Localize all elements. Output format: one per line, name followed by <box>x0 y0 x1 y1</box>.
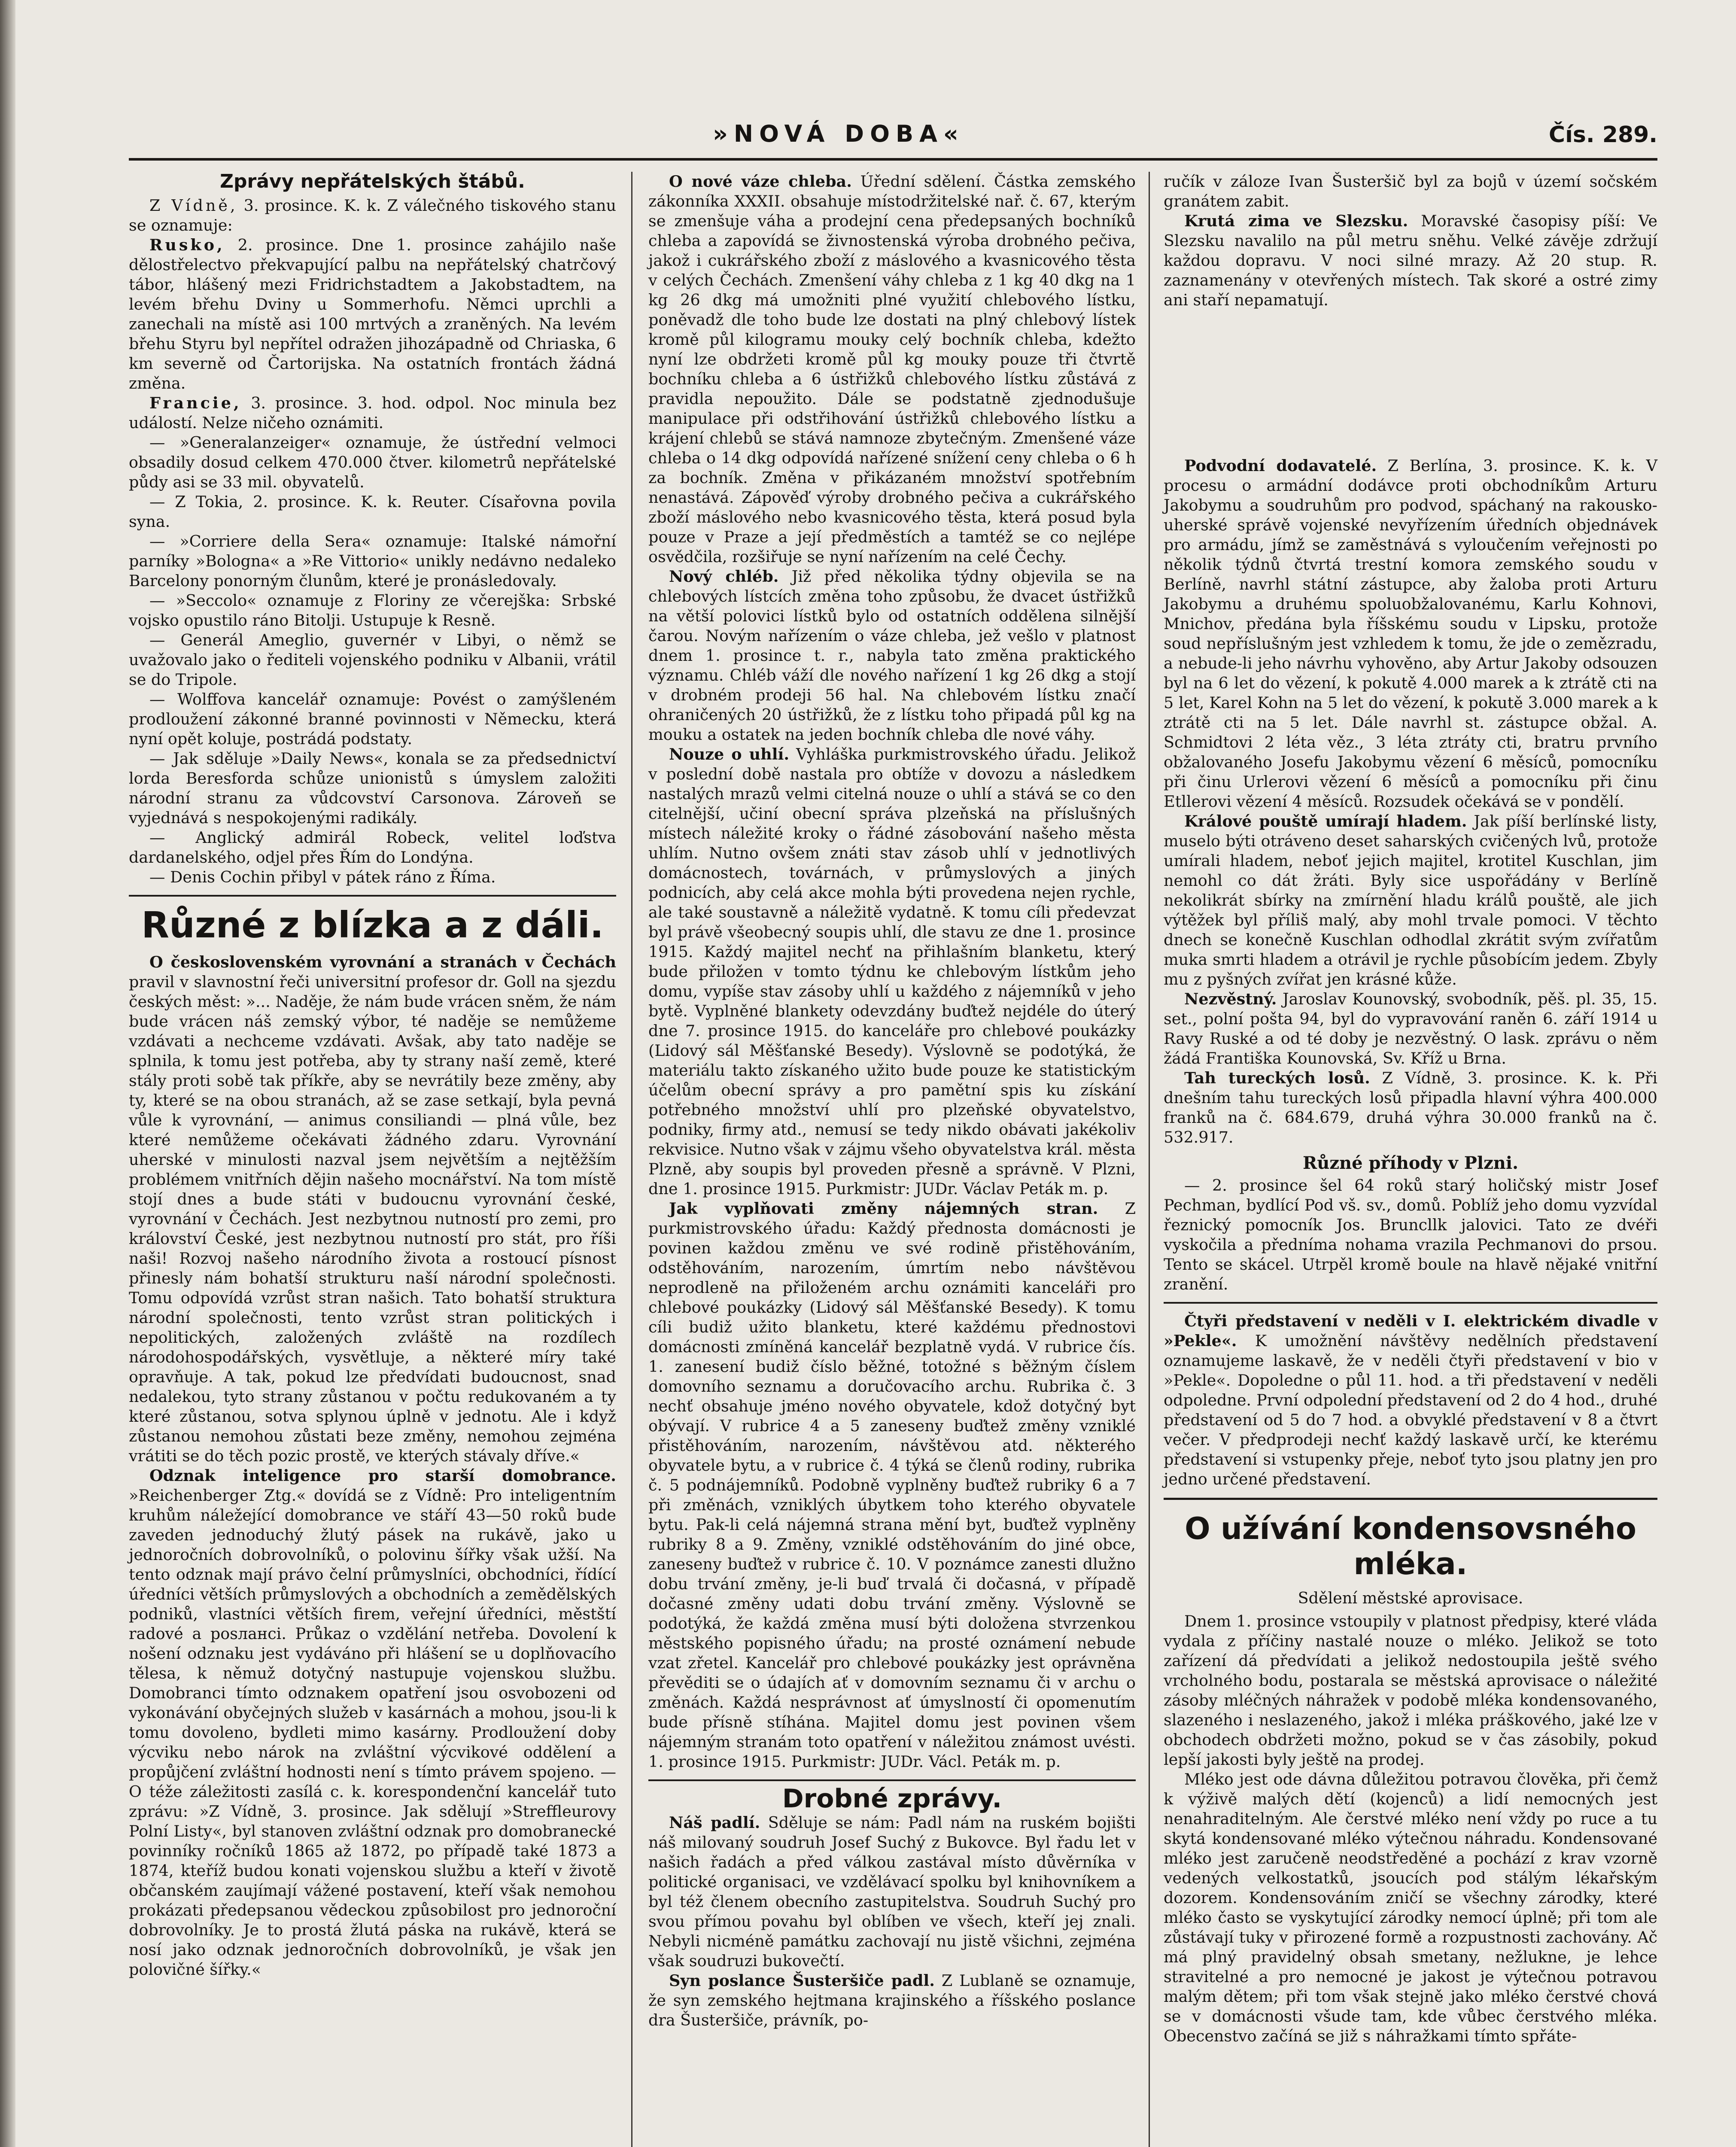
section-divider <box>1164 1302 1657 1304</box>
section-heading: Různé příhody v Plzni. <box>1303 1153 1518 1173</box>
article-paragraph: Králové pouště umírají hladem. Jak píší berlínské listy, muselo býti otráveno deset saharských cvičených lvů, protože umírali hladem, neboť jejich majitel, krotitel Kuschlan, jim nemohl co dát žráti. Byly sice uspořádány v Berlíně nekolikrát sbírky na zmírnění hladu králů pouště, ale jich výtěžek byl příliš malý, aby mohl trvale pomoci. V těchto dnech se konečně Kuschlan odhodlal zkrátit svým zvířatům muka smrti hladem a otrávil je rychle působícím jedem. Zbyly mu z pyšných zvířat jen krásné kůže. <box>1164 812 1657 988</box>
news-item: — »Corriere della Sera« oznamuje: Italské námořní parníky »Bologna« a »Re Vittorio« unikly nedávno nedaleko Barcelony ponorným člunům, které je pronásledovaly. <box>129 532 616 590</box>
article-paragraph: Tah tureckých losů. Z Vídně, 3. prosince. K. k. Při dnešním tahu tureckých losů připadla hlavní výhra 400.000 franků na č. 684.679, druhá výhra 30.000 franků na č. 532.917. <box>1164 1069 1657 1146</box>
article-paragraph: Francie, 3. prosince. 3. hod. odpol. Noc minula bez událostí. Nelze ničeho oznámiti. <box>129 394 616 432</box>
section-heading: Drobné zprávy. <box>782 1784 1002 1814</box>
article-box <box>1164 1498 1657 2046</box>
blank-space <box>1164 310 1657 456</box>
news-item: — Anglický admirál Robeck, velitel loďstva dardanelského, odjel přes Řím do Londýna. <box>129 828 616 867</box>
page-number: Čís. 289. <box>1548 122 1657 148</box>
column-divider <box>1149 172 1150 2147</box>
article-paragraph: Nový chléb. Již před několika týdny objevila se na chlebových lístcích změna toho způsobu, že dvacet ústřižků na větší polovici lístků bylo od ostatních oddělena silnější čarou. Novým nařízením o váze chleba, jež vešlo v platnost dnem 1. prosince t. r., nabyla tato změna praktického významu. Chléb váží dle nového nařízení 1 kg 26 dkg a stojí v drobném prodeji 56 hal. Na chlebovém lístku značí ohraničených 20 ústřižků, že z lístku toho připadá půl kg na mouku a ostatek na jeden bochník chleba dle nové váhy. <box>648 567 1136 744</box>
news-item: — »Seccolo« oznamuje z Floriny ze včerejška: Srbské vojsko opustilo ráno Bitolji. Ustupuje k Resně. <box>129 591 616 630</box>
news-item: — Generál Ameglio, guvernér v Libyi, o němž se uvažovalo jako o řediteli vojenského podniku v Albanii, vrátil se do Tripole. <box>129 631 616 689</box>
article-paragraph: Z Vídně, 3. prosince. K. k. Z válečného tiskového stanu se oznamuje: <box>129 196 616 234</box>
section-heading: Zprávy nepřátelských štábů. <box>220 170 525 192</box>
section-divider <box>648 1779 1136 1781</box>
article-subtitle: Sdělení městské aprovisace. <box>1298 1589 1523 1607</box>
article-paragraph: O nové váze chleba. Úřední sdělení. Částka zemského zákonníka XXXII. obsahuje místodržitelské nař. č. 67, kterým se zmenšuje váha a prodejní cena předepsaných bochníků chleba a zapovídá se živnostenská výroba drobného pečiva, jakož i cukrářského zboží z máslového a kvasnicového těsta v celých Čechách. Zmenšení váhy chleba z 1 kg 40 dkg na 1 kg 26 dkg má umožniti plné využití chlebového lístku, poněvadž dle toho bude lze dostati na plný chlebový lístek kromě půl kilogramu mouky celý bochník chleba, kdežto nyní lze obdržeti kromě půl kg mouky pouze tři čtvrtě bochníku chleba a 6 ústřižků chlebového lístku zůstává z pravidla nepoužito. Dále se podstatně zjednodušuje manipulace při odstřihování ústřižků chlebového lístku a krájení chlebů se stává namnoze zbytečným. Zmenšené váze chleba o 14 dkg odpovídá nařízené snížení ceny chleba o 6 h za bochník. Změna v přikázaném množství spotřebním nenastává. Zápověď výroby drobného pečiva a cukrářského zboží máslového nebo kvasnicového těsta, která posud byla pouze v Praze a její předměstích a tamtéž se co nejlépe osvědčila, rozšiřuje se nyní nařízením na celé Čechy. <box>648 172 1136 566</box>
article-paragraph: O československém vyrovnání a stranách v Čechách pravil v slavnostní řeči universitní profesor dr. Goll na sjezdu českých měst: »... Naděje, že nám bude vrácen sněm, že nám bude vrácen náš zemský výbor, té naděje se nemůžeme vzdávati a nechceme vzdávati. Avšak, aby tato naděje se splnila, k tomu jest potřeba, aby ty strany naší země, které stály proti sobě tak příkře, aby se nevrátily beze změny, aby ty, které se na obou stranách, až se zase setkají, byla pevná vůle k vyrovnání, — animus consiliandi — plná vůle, bez které nemůžeme očekávati žádného zdaru. Vyrovnání uherské v minulosti nazval jsem největším a nejtěžším problémem vnitřních dějin našeho mocnářství. Na tom místě stojí dnes a bude státi v budoucnu vyrovnání české, vyrovnání v Čechách. Jest nezbytnou nutností pro zemi, pro království České, jest nezbytnou nutností pro stát, pro říši naši! Rozvoj našeho národního života a rostoucí písnost přinesly nám bohatší strukturu naší národní společnosti. Tomu odpovídá vzrůst stran našich. Tato bohatší struktura národní společnosti, tento vzrůst stran politických i nepolitických, založených zvláště na rozdílech národohospodářských, vysvětluje, a některé míry také opravňuje. A tak, pokud lze předvídati budoucnost, snad nedalekou, tyto strany zůstanou v počtu redukovaném a ty které zůstanou, sotva splynou úplně v jednotu. Ale i když zůstanou nemohou zůstati beze změny, nemohou zejména vrátiti se do těch pozic prostě, ve kterých stávaly dříve.« <box>129 953 616 1465</box>
section-divider <box>129 895 616 897</box>
article-paragraph: Podvodní dodavatelé. Z Berlína, 3. prosince. K. k. V procesu o armádní dodávce proti obchodníkům Arturu Jakobymu a soudruhům pro podvod, spáchaný na rakousko-uherské správě vojenské nevyřízením úředních objednávek pro armádu, jímž se zaměstnává s vyloučením veřejnosti po několik týdnů čtvrtá trestní komora zemského soudu v Berlíně, navrhl státní zástupce, aby žaloba proti Arturu Jakobymu a druhému spoluobžalovanému, Karlu Kohnovi, Mnichov, předána byla říšskému soudu v Lipsku, protože soud nepříslušným jest vzhledem k tomu, že jde o zemězradu, a nebude-li jeho návrhu vyhověno, aby Artur Jakoby odsouzen byl na 6 let do vězení, k pokutě 4.000 marek a k ztrátě cti na 5 let, Karel Kohn na 5 let do vězení, k pokutě 3.000 marek a k ztrátě cti na 5 let. Dále navrhl st. zástupce obžal. A. Schmidtovi 2 léta věz., 3 léta ztráty cti, bratru prvního obžalovaného Josefu Jakobymu vězení 6 měsíců, pomocníku při činu Urlerovi vězení 6 měsíců a pomocníku při činu Etllerovi vězení 4 měsíců. Rozsudek očekává se v pondělí. <box>1164 456 1657 811</box>
article-paragraph: Krutá zima ve Slezsku. Moravské časopisy píší: Ve Slezsku navalilo na půl metru sněhu. Velké závěje zdržují každou dopravu. V noci silné mrazy. Až 20 stup. R. zaznamenány v otevřených místech. Tak skoré a ostré zimy ani staří nepamatují. <box>1164 212 1657 309</box>
article-paragraph: ručík v záloze Ivan Šusteršič byl za bojů v území sočském granátem zabit. <box>1164 172 1657 210</box>
article-paragraph: Nezvěstný. Jaroslav Kounovský, svobodník, pěš. pl. 35, 15. set., polní pošta 94, byl do vypravování raněn 6. září 1914 u Ravy Ruské a od té doby je nezvěstný. O lask. zprávu o něm žádá Františka Kounovská, Sv. Kříž u Brna. <box>1164 990 1657 1067</box>
section-heading: O užívání kondensovsného mléka. <box>1185 1511 1636 1581</box>
article-paragraph: — 2. prosince šel 64 roků starý holičský mistr Josef Pechman, bydlící Pod vš. sv., domů. Poblíž jeho domu vyzvídal řeznický pomocník Jos. Bruncllk jalovici. Tato ze dvéři vyskočila a předníma nohama vrazila Pechmanovi do prsou. Tento se skácel. Utrpěl kromě boule na hlavě nějaké vnitřní zranění. <box>1164 1176 1657 1293</box>
article-paragraph: Syn poslance Šusteršiče padl. Z Lublaně se oznamuje, že syn zemského hejtmana krajinského a říšského poslance dra Šusteršiče, právník, po- <box>648 1971 1136 2029</box>
news-item: — Jak sděluje »Daily News«, konala se za předsednictví lorda Beresforda schůze unionistů s úmyslem založiti národní stranu za vůdcovství Carsonova. Zároveň se vyjednává s nespokojenými radikály. <box>129 749 616 827</box>
column-divider <box>631 172 632 2147</box>
news-item: — Denis Cochin přibyl v pátek ráno z Říma. <box>149 868 496 886</box>
article-paragraph: Jak vyplňovati změny nájemných stran. Z purkmistrovského úřadu: Každý přednosta domácnosti je povinen každou změnu ve své rodině přistěhováním, odstěhováním, narozením, úmrtím nebo návštěvou neprodleně na přiloženém archu oznámiti kanceláři pro chlebové poukázky (Lidový sál Měšťanské Besedy). K tomu cíli budiž užito blanketu, které každému přednostovi domácnosti zmíněná kancelář bezplatně vydá. V rubrice čís. 1. zanesení budiž číslo běžné, totožné s běžným číslem domovního seznamu a doručovacího archu. Rubrika č. 3 nechť obsahuje jméno nového obyvatele, kdož dotyčný byt obývají. V rubrice 4 a 5 zaneseny buďtež změny vzniklé přistěhováním, narozením, návštěvou atd. některého obyvatele bytu, a v rubrice č. 4 týká se členů rodiny, rubrika č. 5 podnájemníků. Podobně vyplněny buďtež rubriky 6 a 7 při změnách, vzniklých úbytkem toho kterého obyvatele bytu. Pak-li celá nájemná strana mění byt, buďtež vyplněny rubriky 8 a 9. Změny, vzniklé odstěhováním do jiné obce, zaneseny buďtež v rubrice č. 10. V poznámce zanesti dlužno dobu trvání změny, je-li buď trvalá či dočasná, v případě dočasné změny udati dobu trvání změny. Výslovně se podotýká, že každá změna musí býti doložena stvrzenkou městského popisného úřadu; na prosté oznámení nebude vzat zřetel. Kancelář pro chlebové poukázky jest oprávněna převěditi se o údajích ať v domovním seznamu či v archu o změnách. Každá nesprávnost ať úmyslností či opomenutím bude přísně stíhána. Majitel domu jest povinen všem nájemným stranám toto opatření v náležitou známost uvésti. 1. prosince 1915. Purkmistr: JUDr. Václ. Peták m. p. <box>648 1199 1136 1771</box>
section-heading: Různé z blízka a z dáli. <box>141 904 604 946</box>
article-paragraph: Odznak inteligence pro starší domobrance. »Reichenberger Ztg.« dovídá se z Vídně: Pro inteligentním kruhům náležející domobrance ve stáří 43—50 roků bude zaveden jednoduchý žlutý pásek na rukávě, jako u jednoročních dobrovolníků, o polovinu šířky však užší. Na tento odznak mají právo čelní průmyslníci, obchodníci, řídící úředníci větších průmyslových a obchodních a zemědělských podniků, vlastníci větších firem, veřejní úředníci, městští radové a posланci. Průkaz o vzdělání netřeba. Dovolení k nošení odznaku jest vydáváno při hlášení se u doplňovacího tělesa, k němuž dotyčný nastupuje vojenskou službu. Domobranci tímto odznakem opatření jsou osvobozeni od vykonávání obyčejných služeb v kasárnách a mohou, jsou-li k tomu dovoleno, bydleti mimo kasárny. Prodloužení doby výcviku nebo nárok na zvláštní výcvikové oddělení a propůjčení zvláštní hodnosti není s tímto právem spojeno. — O téže záležitosti zasílá c. k. korespondenční kancelář tuto zprávu: »Z Vídně, 3. prosince. Jak sdělují »Streffleurovy Polní Listy«, byl stanoven zvláštní odznak pro domobranecké povinníky ročníků 1865 až 1872, po případě také 1873 a 1874, kteříž budou konati vojenskou službu a kteří v životě občanském zaujímají vážené postavení, kteří však nemohou prokázati předepsanou vědeckou způsobilost pro jednoroční dobrovolníky. Je to prostá žlutá páska na rukávě, která se nosí jako odznak jednoročních dobrovolníků, je však jen polovičné šířky.« <box>129 1466 616 1979</box>
newspaper-title: »NOVÁ DOBA« <box>713 120 964 147</box>
article-paragraph: Rusko, 2. prosince. Dne 1. prosince zahájilo naše dělostřelectvo překvapující palbu na nepřátelský chatrčový tábor, hlášený mezi Fridrichstadtem a Jakobstadtem, na levém břehu Dviny u Sommerhofu. Němci uprchli a zanechali na místě asi 100 mrtvých a zraněných. Na levém břehu Styru byl nepřítel odražen jihozápadně od Chriaska, 6 km severně od Čartorijska. Na ostatních frontách žádná změna. <box>129 236 616 392</box>
news-item: — Wolffova kancelář oznamuje: Povést o zamýšleném prodloužení zákonné branné povinnosti v Německu, která nyní opět koluje, postrádá podstaty. <box>129 690 616 748</box>
column-2 <box>648 172 1136 2030</box>
article-paragraph: Mléko jest ode dávna důležitou potravou člověka, při čemž k výživě malých dětí (kojenců) a lidí nemocných jest nenahraditelným. Ale čerstvé mléko není vždy po ruce a tu skytá kondensované mléko výtečnou náhradu. Kondensované mléko jest zaručeně neodstředěné a pochází z krav vzorně vedených velkostatků, jsoucích pod stálým lékařským dozorem. Kondensováním zničí se všechny zárodky, které mléko často se vyskytující zárodky nemocí úplně; při tom ale zůstávají tuky v přirozené formě a rozpustnosti zachovány. Ač má plný pravidelný obsah smetany, nežlukne, je lehce stravitelné a pro nemocné je jakost je výtečnou potravou malým dětem; při tom však stejně jako mléko čerstvé chová se v domácnosti všude tam, kde vůbec čerstvého mléka. Obecenstvo začíná se již s náhražkami tímto spřáte- <box>1164 1770 1657 2045</box>
article-paragraph: Čtyři představení v neděli v I. elektrickém divadle v »Pekle«. K umožnění návštěvy nedělních představení oznamujeme laskavě, že v neděli čtyři představení v bio v »Pekle«. Dopoledne o půl 11. hod. a tři představení v neděli odpoledne. První odpolední představení od 2 do 4 hod., druhé představení od 5 do 7 hod. a obvyklé představení v 8 a čtvrt večer. V předprodeji nechť každý laskavě určí, ke kterému představení si vstupenky přeje, neboť tyto jsou platny jen pro jedno určené představení. <box>1164 1312 1658 1488</box>
article-paragraph: Náš padlí. Sděluje se nám: Padl nám na ruském bojišti náš milovaný soudruh Josef Suchý z Bukovce. Byl řadu let v našich řadách a před válkou zastával místo důvěrníka v politické organisaci, ve vzdělávací spolku byl knihovníkem a byl též členem obecního zastupitelstva. Soudruh Suchý pro svou přímou povahu byl oblíben ve všech, kteří jej znali. Nebyli nicméně památku zachovají nu jistě všichni, zejména však soudruzi bukovečtí. <box>648 1813 1136 1970</box>
column-3 <box>1164 172 1657 2046</box>
news-item: — Z Tokia, 2. prosince. K. k. Reuter. Císařovna povila syna. <box>129 493 616 531</box>
column-1 <box>129 172 616 1980</box>
article-paragraph: Dnem 1. prosince vstoupily v platnost předpisy, které vláda vydala z příčiny nastalé nouze o mléko. Jelikož se toto zařízení dá předvídati a jelikož nedostoupila ještě svého vrcholného bodu, postarala se městská aprovisace o náležité zásoby mléčných náhražek v podobě mléka kondensovaného, slazeného i neslazeného, jakož i mléka práškového, jaké lze v obchodech obdržeti možno, pokud se v čas zásobily, pokud lepší jakosti byly ještě na prodej. <box>1164 1612 1657 1769</box>
scan-edge <box>0 0 15 2147</box>
masthead <box>129 116 1657 155</box>
news-item: — »Generalanzeiger« oznamuje, že ústřední velmoci obsadily dosud celkem 470.000 čtver. kilometrů nepřátelské půdy asi se 33 mil. obyvatelů. <box>129 433 616 491</box>
masthead-rule <box>129 158 1657 161</box>
article-paragraph: Nouze o uhlí. Vyhláška purkmistrovského úřadu. Jelikož v poslední době nastala pro obtíže v dovozu a následkem nastalých mrazů velmi citelná nouze o uhlí a stává se co den citelnější, učiní obecní správa plzeňská na příslušných místech náležité kroky o řádné zásobování našeho města uhlím. Nutno ovšem znáti stav zásob uhlí v jednotlivých domácnostech, továrnách, v průmyslových a jiných podnicích, aby celá akce mohla býti provedena nejen rychle, ale také soustavně a náležitě vydatně. K tomu cíli předevzat byl právě všeobecný soupis uhlí, dle stavu ze dne 1. prosince 1915. Každý majitel nechť na přihlašním blanketu, který bude přiložen v tomto týdnu ke chlebovým lístkům jeho domu, vypíše stav zásoby uhlí u každého z nájemníků v jeho bytě. Vyplněné blankety odevzdány buďtež nejdéle do úterý dne 7. prosince 1915. do kanceláře pro chlebové poukázky (Lidový sál Měšťanské Besedy). Výslovně se podotýká, že materiálu takto získaného užito bude pouze ke statistickým účelům obecní správy a pro pamětní spis ku získání potřebného množství uhlí pro plzeňské obyvatelstvo, podniky, firmy atd., nemusí se tedy nikdo obávati jakékoliv rekvisice. Nutno však v zájmu všeho obyvatelstva král. města Plzně, aby soupis byl proveden přesně a správně. V Plzni, dne 1. prosince 1915. Purkmistr: JUDr. Václav Peták m. p. <box>648 745 1136 1198</box>
